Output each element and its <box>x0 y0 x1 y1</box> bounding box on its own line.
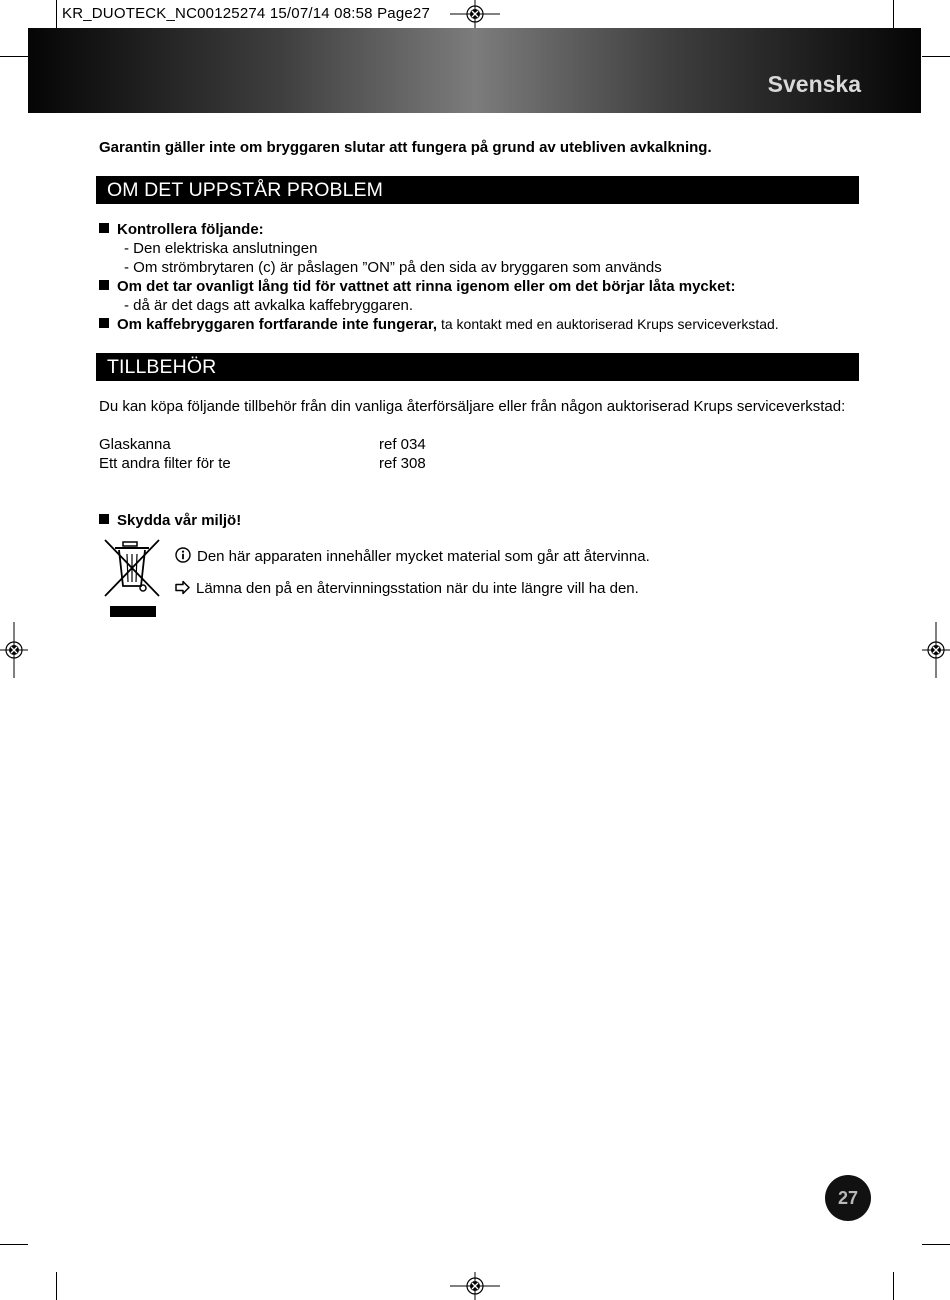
crop-mark <box>893 1272 894 1300</box>
accessory-ref: ref 034 <box>379 436 426 453</box>
recycling-info-text: Den här apparaten innehåller mycket material som går att återvinna. <box>197 548 650 565</box>
section-title-accessories: TILLBEHÖR <box>96 353 859 381</box>
bullet-square-icon <box>99 318 109 328</box>
crop-mark <box>893 0 894 28</box>
printer-slug: KR_DUOTECK_NC00125274 15/07/14 08:58 Page27 <box>62 5 431 22</box>
accessories-intro: Du kan köpa följande tillbehör från din vanliga återförsäljare eller från någon auktoriserad Krups serviceverkstad: <box>99 398 846 415</box>
bullet-check <box>99 220 264 239</box>
bullet-heading: Kontrollera följande: <box>117 221 264 238</box>
bullet-slow-flow <box>99 277 735 296</box>
crop-mark <box>922 1244 950 1245</box>
bullet-square-icon <box>99 514 109 524</box>
arrow-right-icon <box>175 580 190 595</box>
language-label: Svenska <box>767 71 861 97</box>
page-number: 27 <box>825 1175 871 1221</box>
weee-crossed-bin-icon <box>103 538 161 620</box>
accessory-name: Ett andra filter för te <box>99 455 231 472</box>
bullet-subitem: - Den elektriska anslutningen <box>124 240 318 257</box>
accessory-ref: ref 308 <box>379 455 426 472</box>
bullet-heading: Om det tar ovanligt lång tid för vattnet att rinna igenom eller om det börjar låta mycket: <box>117 278 736 295</box>
bullet-subitem: - Om strömbrytaren (c) är påslagen ”ON” på den sida av bryggaren som används <box>124 259 662 276</box>
warranty-note: Garantin gäller inte om bryggaren slutar att fungera på grund av utebliven avkalkning. <box>99 139 712 156</box>
recycling-action <box>175 579 639 598</box>
info-icon <box>175 547 191 563</box>
section-title-problems: OM DET UPPSTÅR PROBLEM <box>96 176 859 204</box>
bullet-heading: Om kaffebryggaren fortfarande inte fungerar, <box>117 316 438 333</box>
recycling-action-text: Lämna den på en återvinningsstation när du inte längre vill ha den. <box>196 580 639 597</box>
crop-mark <box>0 56 28 57</box>
bullet-square-icon <box>99 280 109 290</box>
crop-mark <box>56 1272 57 1300</box>
accessory-name: Glaskanna <box>99 436 171 453</box>
registration-mark-icon <box>450 1272 500 1300</box>
bullet-text: ta kontakt med en auktoriserad Krups serviceverkstad. <box>437 316 779 332</box>
registration-mark-icon <box>450 0 500 28</box>
registration-mark-icon <box>922 622 950 678</box>
recycling-info <box>175 547 650 566</box>
bullet-square-icon <box>99 223 109 233</box>
crop-mark <box>56 0 57 28</box>
bullet-subitem: - då är det dags att avkalka kaffebryggaren. <box>124 297 414 314</box>
registration-mark-icon <box>0 622 28 678</box>
environment-heading-text: Skydda vår miljö! <box>117 512 242 529</box>
bullet-still-not-working <box>99 315 779 334</box>
crop-mark <box>0 1244 28 1245</box>
crop-mark <box>922 56 950 57</box>
environment-heading <box>99 511 241 530</box>
